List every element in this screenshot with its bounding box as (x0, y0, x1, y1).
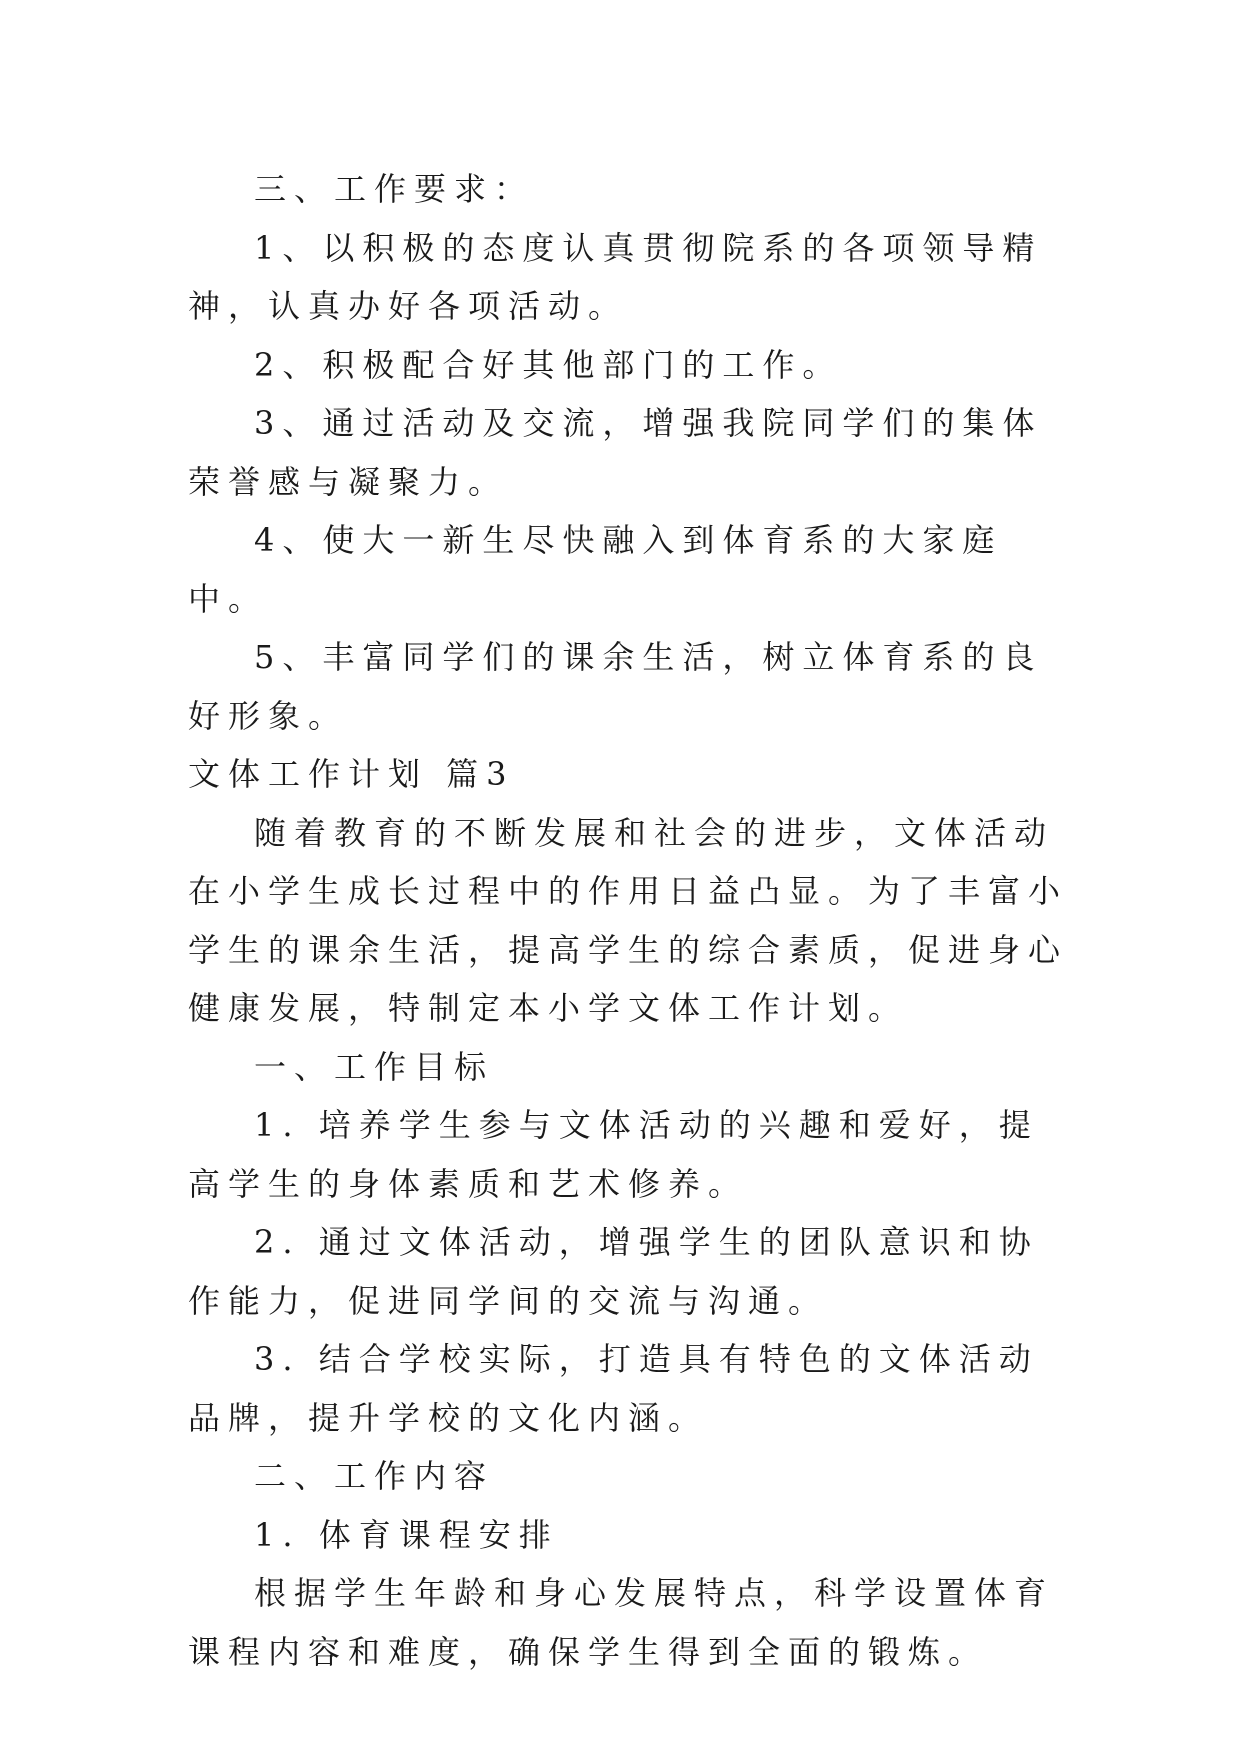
article-title: 文体工作计划 篇3 (188, 755, 515, 793)
requirement-item-2: 2、积极配合好其他部门的工作。 (254, 345, 843, 384)
requirement-item-5: 5、丰富同学们的课余生活，树立体育系的良好形象。 (188, 638, 1043, 735)
section-heading-content: 二、工作内容 (254, 1457, 495, 1495)
document-body (188, 160, 1068, 1681)
goal-item-1: 1. 培养学生参与文体活动的兴趣和爱好，提高学生的身体素质和艺术修养。 (188, 1106, 1039, 1203)
goal-item-2: 2. 通过文体活动，增强学生的团队意识和协作能力，促进同学间的交流与沟通。 (188, 1223, 1039, 1320)
requirement-item-1: 1、以积极的态度认真贯彻院系的各项领导精神，认真办好各项活动。 (188, 228, 1043, 325)
content-paragraph-pe: 根据学生年龄和身心发展特点，科学设置体育课程内容和难度，确保学生得到全面的锻炼。 (188, 1574, 1055, 1671)
intro-paragraph: 随着教育的不断发展和社会的进步，文体活动在小学生成长过程中的作用日益凸显。为了丰富小学生的课余生活，提高学生的综合素质，促进身心健康发展，特制定本小学文体工作计划。 (188, 813, 1069, 1027)
requirement-item-4: 4、使大一新生尽快融入到体育系的大家庭中。 (188, 521, 1003, 618)
requirement-item-3: 3、通过活动及交流，增强我院同学们的集体荣誉感与凝聚力。 (188, 404, 1043, 501)
section-heading-requirements: 三、工作要求： (254, 170, 535, 208)
content-subheading-pe: 1. 体育课程安排 (254, 1515, 559, 1554)
section-heading-goals: 一、工作目标 (254, 1047, 495, 1086)
goal-item-3: 3. 结合学校实际，打造具有特色的文体活动品牌，提升学校的文化内涵。 (188, 1340, 1039, 1437)
